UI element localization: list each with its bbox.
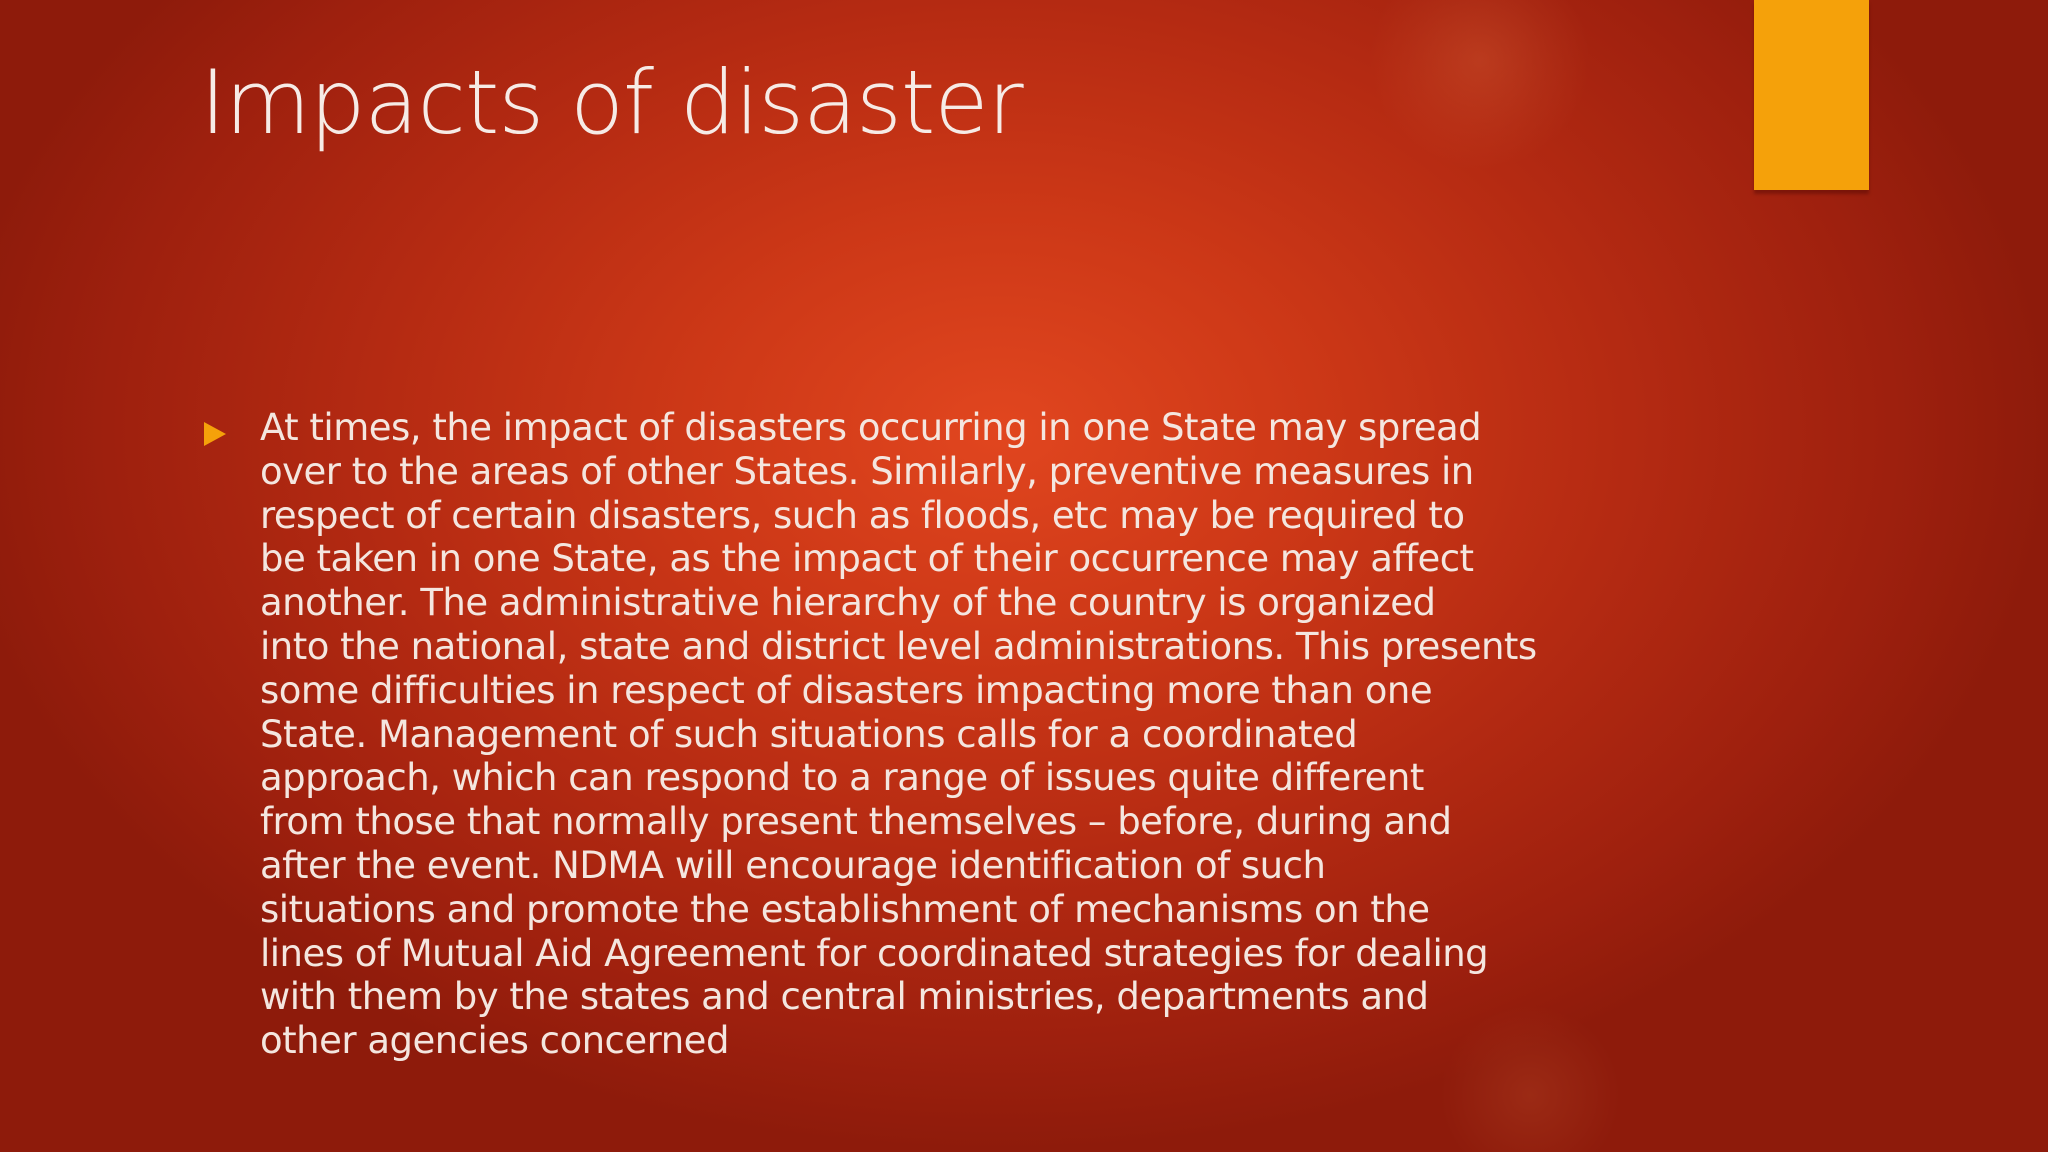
bullet-line: be taken in one State, as the impact of their occurrence may affect	[260, 537, 1474, 581]
bullet-line: State. Management of such situations calls for a coordinated	[260, 712, 1358, 756]
bullet-line: situations and promote the establishment of mechanisms on the	[260, 887, 1430, 931]
bullet-line: with them by the states and central ministries, departments and	[260, 975, 1429, 1019]
bullet-line: At times, the impact of disasters occurring in one State may spread	[260, 406, 1482, 449]
slide-content	[200, 406, 1620, 1063]
bullet-line: respect of certain disasters, such as floods, etc may be required to	[260, 493, 1465, 537]
bullet-line: other agencies concerned	[260, 1019, 729, 1063]
bullet-line: into the national, state and district level administrations. This presents	[260, 624, 1537, 668]
bullet-item	[200, 406, 1620, 1063]
bullet-line: from those that normally present themselves – before, during and	[260, 800, 1452, 844]
bullet-text	[260, 406, 1620, 1063]
bullet-line: approach, which can respond to a range of issues quite different	[260, 756, 1424, 800]
bullet-line: another. The administrative hierarchy of the country is organized	[260, 581, 1436, 625]
bullet-line: lines of Mutual Aid Agreement for coordinated strategies for dealing	[260, 931, 1489, 975]
bullet-line: after the event. NDMA will encourage identification of such	[260, 843, 1326, 887]
bullet-line: over to the areas of other States. Similarly, preventive measures in	[260, 449, 1474, 493]
slide-title: Impacts of disaster	[200, 51, 1023, 154]
accent-bar	[1754, 0, 1869, 190]
bullet-line: some difficulties in respect of disasters impacting more than one	[260, 668, 1433, 712]
triangle-right-icon	[204, 422, 226, 446]
